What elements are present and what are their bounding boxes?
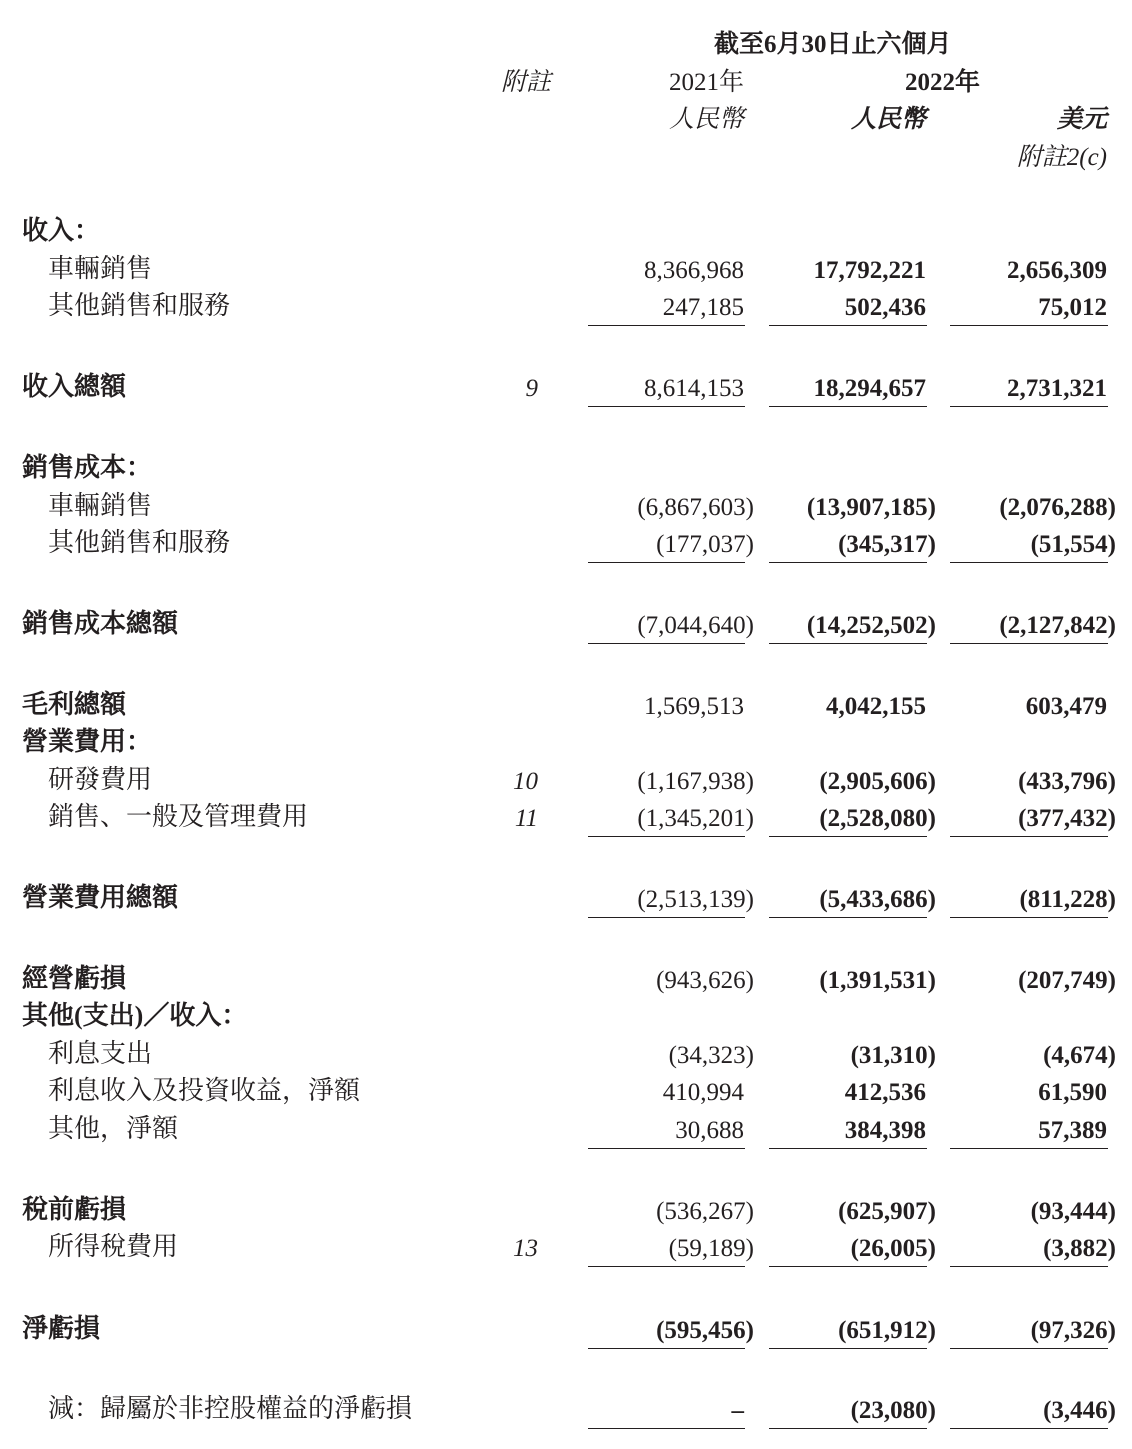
other-sales-label: 其他銷售和服務 (48, 291, 231, 320)
total-cost-label: 銷售成本總額 (22, 609, 179, 638)
subtotal-rule (769, 836, 927, 837)
cost-vehicle-2021: (6,867,603) (637, 494, 754, 521)
year-2022-header: 2022年 (904, 69, 980, 96)
total-rule (950, 917, 1108, 918)
total-rule (588, 917, 745, 918)
op-loss-2022: (1,391,531) (819, 967, 936, 994)
cost-other-2022: (345,317) (838, 531, 936, 558)
total-rule (950, 1348, 1108, 1349)
vehicle-sales-2022: 17,792,221 (813, 257, 926, 284)
op-loss-2021: (943,626) (656, 967, 754, 994)
other-net-label: 其他，淨額 (48, 1114, 179, 1143)
usd-note-header: 附註2(c) (1016, 144, 1107, 171)
rnd-note: 10 (513, 768, 538, 795)
total-opex-usd: (811,228) (1019, 886, 1116, 913)
subtotal-rule (588, 325, 745, 326)
revenue-heading: 收入： (22, 216, 101, 245)
rmb-2021-header: 人民幣 (668, 106, 744, 133)
total-rule (769, 643, 927, 644)
total-rule (769, 917, 927, 918)
net-loss-2021: (595,456) (656, 1317, 754, 1344)
cost-vehicle-2022: (13,907,185) (806, 494, 936, 521)
subtotal-rule (950, 562, 1108, 563)
rmb-2022-header: 人民幣 (850, 106, 926, 133)
other-net-2021: 30,688 (675, 1117, 744, 1144)
vehicle-sales-label: 車輛銷售 (48, 254, 153, 283)
pretax-loss-2021: (536,267) (656, 1198, 754, 1225)
cost-other-usd: (51,554) (1030, 531, 1116, 558)
total-revenue-2022: 18,294,657 (813, 375, 926, 402)
sga-usd: (377,432) (1018, 805, 1116, 832)
pretax-loss-usd: (93,444) (1030, 1198, 1116, 1225)
subtotal-rule (769, 1266, 927, 1267)
cost-heading: 銷售成本： (22, 453, 153, 482)
rnd-label: 研發費用 (48, 765, 153, 794)
subtotal-rule (769, 325, 927, 326)
total-revenue-usd: 2,731,321 (1007, 375, 1107, 402)
other-heading: 其他(支出)／收入： (22, 1001, 248, 1030)
total-revenue-label: 收入總額 (22, 372, 127, 401)
subtotal-rule (769, 562, 927, 563)
total-rule (769, 406, 927, 407)
subtotal-rule (950, 1266, 1108, 1267)
income-tax-2022: (26,005) (850, 1235, 936, 1262)
income-tax-label: 所得稅費用 (48, 1232, 179, 1261)
interest-expense-label: 利息支出 (48, 1039, 153, 1068)
opex-heading: 營業費用： (22, 727, 153, 756)
nci-loss-usd: (3,446) (1043, 1397, 1116, 1424)
interest-expense-2021: (34,323) (668, 1042, 754, 1069)
op-loss-label: 經營虧損 (22, 964, 127, 993)
rnd-usd: (433,796) (1018, 768, 1116, 795)
other-sales-2021: 247,185 (662, 294, 744, 321)
total-rule (588, 643, 745, 644)
gross-profit-label: 毛利總額 (22, 690, 127, 719)
interest-expense-2022: (31,310) (850, 1042, 936, 1069)
gross-profit-2021: 1,569,513 (644, 693, 744, 720)
pretax-loss-label: 稅前虧損 (22, 1195, 127, 1224)
total-rule (588, 1428, 745, 1429)
sga-2021: (1,345,201) (637, 805, 754, 832)
subtotal-rule (950, 836, 1108, 837)
sga-label: 銷售、一般及管理費用 (48, 802, 309, 831)
total-opex-2022: (5,433,686) (819, 886, 936, 913)
period-heading: 截至6月30日止六個月 (714, 31, 952, 58)
cost-other-2021: (177,037) (656, 531, 754, 558)
rnd-2022: (2,905,606) (819, 768, 936, 795)
income-tax-2021: (59,189) (668, 1235, 754, 1262)
subtotal-rule (588, 1266, 745, 1267)
cost-vehicle-usd: (2,076,288) (999, 494, 1116, 521)
other-net-usd: 57,389 (1038, 1117, 1107, 1144)
total-cost-usd: (2,127,842) (999, 612, 1116, 639)
total-opex-2021: (2,513,139) (637, 886, 754, 913)
nci-loss-2021: – (731, 1397, 744, 1424)
total-revenue-note: 9 (525, 375, 538, 402)
usd-header: 美元 (1056, 106, 1107, 133)
subtotal-rule (950, 1148, 1108, 1149)
total-rule (769, 1348, 927, 1349)
subtotal-rule (588, 562, 745, 563)
subtotal-rule (588, 836, 745, 837)
other-sales-usd: 75,012 (1038, 294, 1107, 321)
income-tax-usd: (3,882) (1043, 1235, 1116, 1262)
total-rule (588, 1348, 745, 1349)
pretax-loss-2022: (625,907) (838, 1198, 936, 1225)
total-rule (588, 406, 745, 407)
net-loss-usd: (97,326) (1030, 1317, 1116, 1344)
total-cost-2022: (14,252,502) (806, 612, 936, 639)
interest-income-usd: 61,590 (1038, 1079, 1107, 1106)
sga-note: 11 (514, 805, 538, 832)
total-opex-label: 營業費用總額 (22, 883, 179, 912)
income-tax-note: 13 (513, 1235, 538, 1262)
subtotal-rule (769, 1148, 927, 1149)
total-revenue-2021: 8,614,153 (644, 375, 744, 402)
net-loss-2022: (651,912) (838, 1317, 936, 1344)
nci-loss-2022: (23,080) (850, 1397, 936, 1424)
interest-income-2021: 410,994 (662, 1079, 744, 1106)
sga-2022: (2,528,080) (819, 805, 936, 832)
net-loss-label: 淨虧損 (22, 1314, 101, 1343)
total-rule (950, 643, 1108, 644)
cost-vehicle-label: 車輛銷售 (48, 491, 153, 520)
total-rule (950, 406, 1108, 407)
subtotal-rule (950, 325, 1108, 326)
vehicle-sales-2021: 8,366,968 (644, 257, 744, 284)
interest-income-label: 利息收入及投資收益，淨額 (48, 1076, 361, 1105)
interest-expense-usd: (4,674) (1043, 1042, 1116, 1069)
nci-loss-label: 減：歸屬於非控股權益的淨虧損 (48, 1394, 413, 1423)
total-cost-2021: (7,044,640) (637, 612, 754, 639)
year-2021-header: 2021年 (668, 69, 744, 96)
total-rule (769, 1428, 927, 1429)
other-net-2022: 384,398 (844, 1117, 926, 1144)
note-column-header: 附註 (501, 69, 552, 96)
other-sales-2022: 502,436 (844, 294, 926, 321)
op-loss-usd: (207,749) (1018, 967, 1116, 994)
subtotal-rule (588, 1148, 745, 1149)
total-rule (950, 1428, 1108, 1429)
gross-profit-usd: 603,479 (1025, 693, 1107, 720)
rnd-2021: (1,167,938) (637, 768, 754, 795)
interest-income-2022: 412,536 (844, 1079, 926, 1106)
gross-profit-2022: 4,042,155 (826, 693, 926, 720)
cost-other-label: 其他銷售和服務 (48, 528, 231, 557)
vehicle-sales-usd: 2,656,309 (1007, 257, 1107, 284)
